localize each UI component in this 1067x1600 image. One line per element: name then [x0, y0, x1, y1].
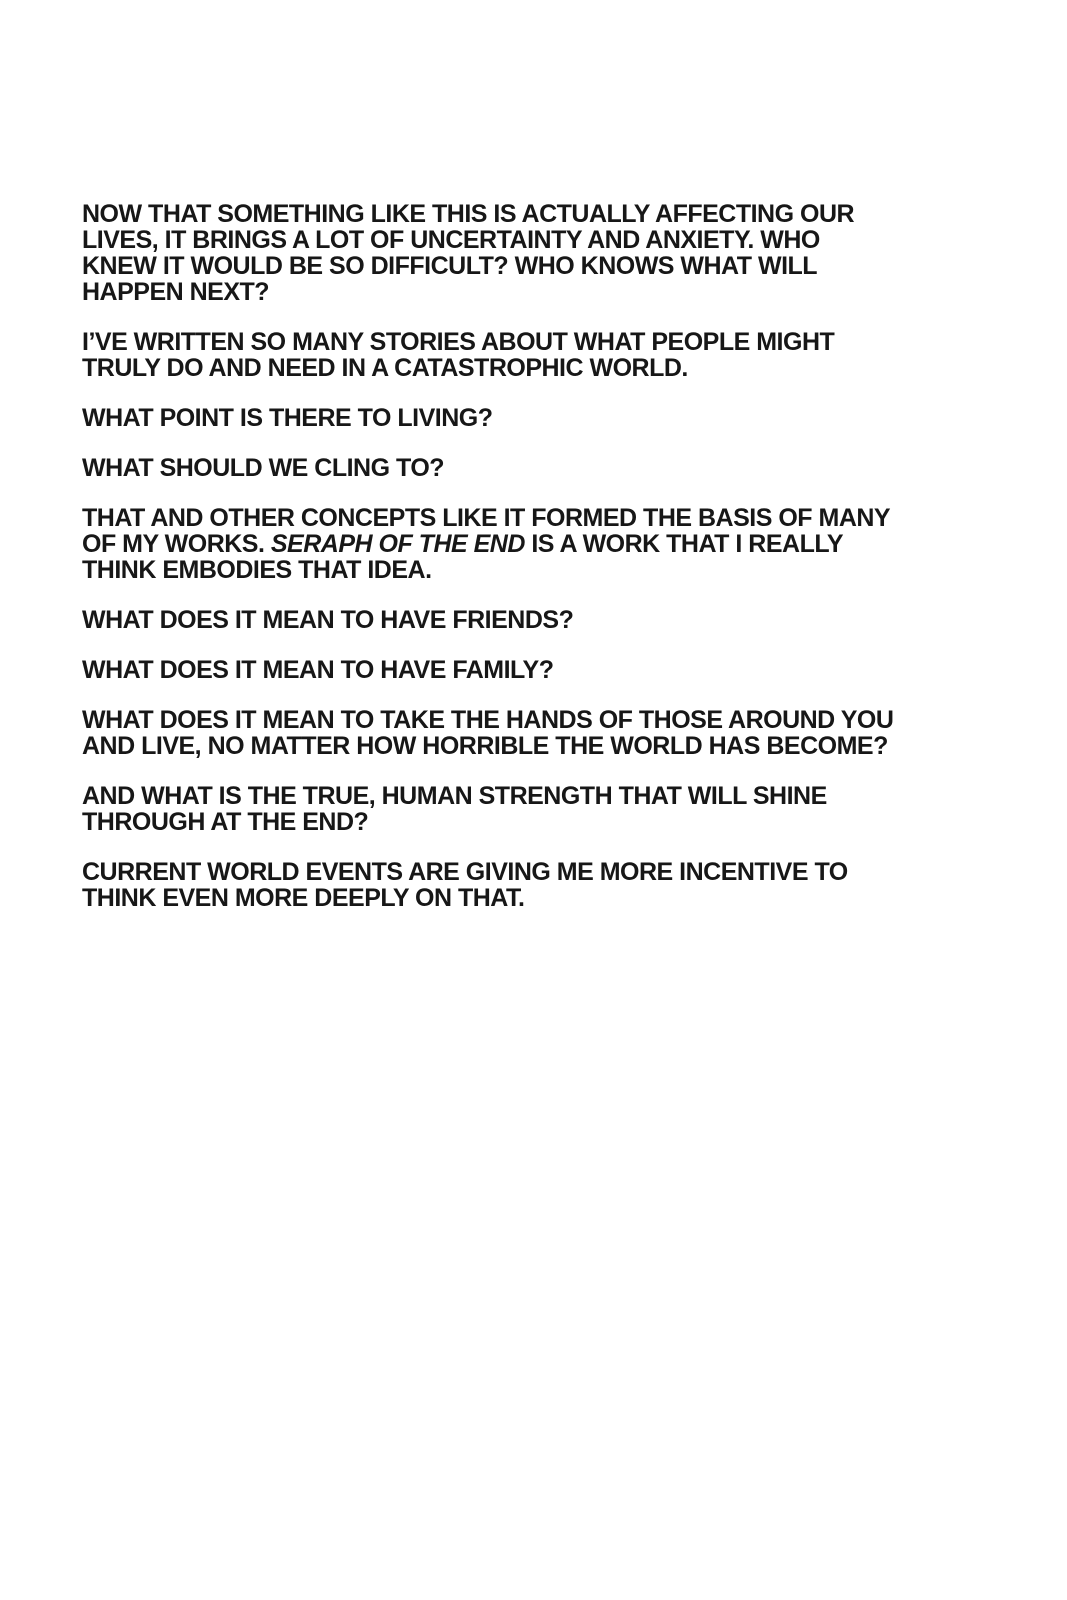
paragraph — [82, 859, 992, 911]
text-segment: WHAT DOES IT MEAN TO TAKE THE HANDS OF THOSE AROUND YOU — [82, 706, 894, 734]
text-segment: THROUGH AT THE END? — [82, 808, 369, 836]
text-line — [82, 405, 992, 431]
text-line — [82, 253, 992, 279]
text-line — [82, 885, 992, 911]
afterword-text-block — [82, 201, 992, 935]
text-segment: WHAT POINT IS THERE TO LIVING? — [82, 404, 493, 432]
text-segment: LIVES, IT BRINGS A LOT OF UNCERTAINTY AND ANXIETY. WHO — [82, 226, 820, 254]
text-segment: THINK EMBODIES THAT IDEA. — [82, 556, 432, 584]
text-segment: CURRENT WORLD EVENTS ARE GIVING ME MORE INCENTIVE TO — [82, 858, 848, 886]
text-segment: AND WHAT IS THE TRUE, HUMAN STRENGTH THAT WILL SHINE — [82, 782, 827, 810]
text-segment: NOW THAT SOMETHING LIKE THIS IS ACTUALLY AFFECTING OUR — [82, 200, 855, 228]
text-line — [82, 227, 992, 253]
text-segment: WHAT SHOULD WE CLING TO? — [82, 454, 445, 482]
text-line — [82, 783, 992, 809]
text-segment: WHAT DOES IT MEAN TO HAVE FAMILY? — [82, 656, 554, 684]
text-line — [82, 707, 992, 733]
paragraph — [82, 405, 992, 431]
text-segment: HAPPEN NEXT? — [82, 278, 270, 306]
text-segment: I’VE WRITTEN SO MANY STORIES ABOUT WHAT PEOPLE MIGHT — [82, 328, 835, 356]
text-segment: IS A WORK THAT I REALLY — [524, 530, 843, 558]
paragraph — [82, 607, 992, 633]
text-line — [82, 455, 992, 481]
paragraph — [82, 707, 992, 759]
paragraph — [82, 455, 992, 481]
text-line — [82, 809, 992, 835]
text-segment: OF MY WORKS. — [82, 530, 271, 558]
text-segment: WHAT DOES IT MEAN TO HAVE FRIENDS? — [82, 606, 574, 634]
paragraph — [82, 783, 992, 835]
text-segment: THAT AND OTHER CONCEPTS LIKE IT FORMED THE BASIS OF MANY — [82, 504, 891, 532]
text-segment: AND LIVE, NO MATTER HOW HORRIBLE THE WORLD HAS BECOME? — [82, 732, 888, 760]
book-title-italic: SERAPH OF THE END — [270, 530, 525, 558]
text-segment: KNEW IT WOULD BE SO DIFFICULT? WHO KNOWS WHAT WILL — [82, 252, 818, 280]
paragraph — [82, 329, 992, 381]
text-line — [82, 531, 992, 557]
text-line — [82, 279, 992, 305]
text-line — [82, 859, 992, 885]
text-segment: TRULY DO AND NEED IN A CATASTROPHIC WORLD. — [82, 354, 688, 382]
paragraph — [82, 657, 992, 683]
paragraph — [82, 201, 992, 305]
text-line — [82, 733, 992, 759]
text-line — [82, 505, 992, 531]
text-segment: THINK EVEN MORE DEEPLY ON THAT. — [82, 884, 525, 912]
text-line — [82, 355, 992, 381]
text-line — [82, 329, 992, 355]
text-line — [82, 657, 992, 683]
text-line — [82, 607, 992, 633]
paragraph — [82, 505, 992, 583]
text-line — [82, 201, 992, 227]
text-line — [82, 557, 992, 583]
